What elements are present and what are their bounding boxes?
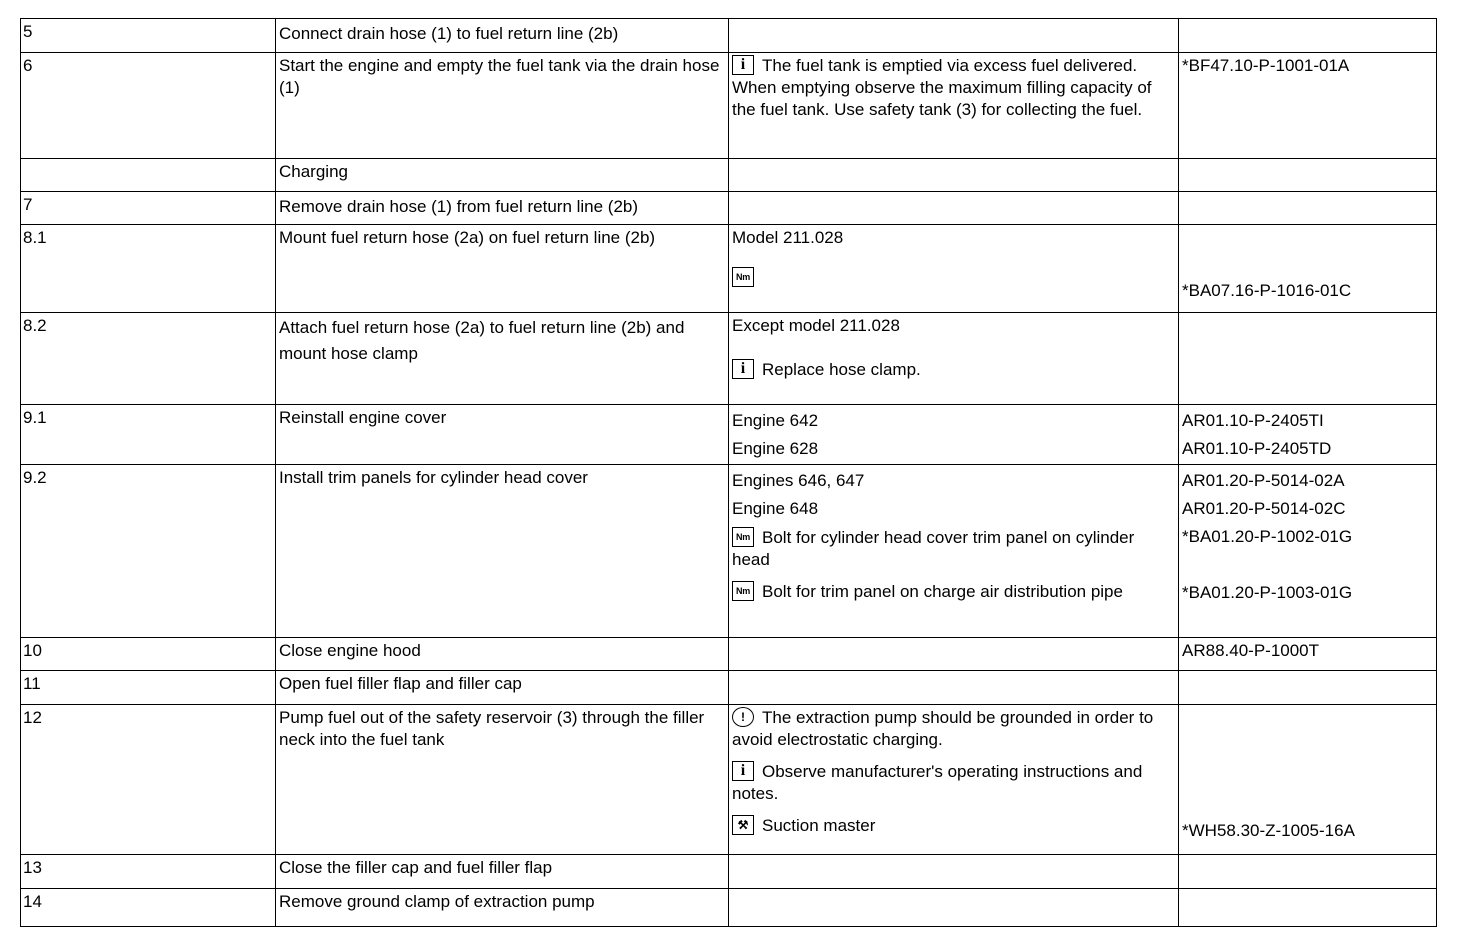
info-icon: i	[732, 761, 754, 781]
step-note	[729, 638, 1179, 671]
step-action: Close the filler cap and fuel filler flap	[276, 855, 729, 889]
step-ref	[1179, 465, 1437, 638]
note-text: Replace hose clamp.	[762, 360, 921, 379]
table-row	[21, 889, 1437, 927]
step-number: 9.1	[21, 405, 276, 465]
note-engine: Engines 646, 647	[732, 471, 865, 490]
step-number: 9.2	[21, 465, 276, 638]
step-number: 12	[21, 705, 276, 855]
step-action: Connect drain hose (1) to fuel return line (2b)	[276, 19, 729, 53]
step-ref: AR88.40-P-1000T	[1179, 638, 1437, 671]
step-ref	[1179, 671, 1437, 705]
note-model: Except model 211.028	[732, 316, 900, 335]
torque-nm-icon: Nm	[732, 527, 754, 547]
step-note	[729, 671, 1179, 705]
step-note	[729, 855, 1179, 889]
step-action: Remove ground clamp of extraction pump	[276, 889, 729, 927]
step-action	[276, 53, 729, 159]
note-text: Bolt for cylinder head cover trim panel on cylinder head	[732, 528, 1135, 569]
ref-code: *BA01.20-P-1002-01G	[1182, 527, 1353, 546]
note-text: The fuel tank is emptied via excess fuel delivered. When emptying observe the maximum filling capacity of the fuel tank. Use safety tank (3) for collecting the fuel.	[732, 56, 1152, 119]
note-engine: Engine 628	[732, 439, 819, 458]
table-row	[21, 671, 1437, 705]
step-number: 11	[21, 671, 276, 705]
step-note	[729, 405, 1179, 465]
table-row	[21, 313, 1437, 405]
step-note	[729, 53, 1179, 159]
table-row	[21, 638, 1437, 671]
step-ref: *BA07.16-P-1016-01C	[1179, 225, 1437, 313]
info-icon: i	[732, 55, 754, 75]
step-number: 7	[21, 192, 276, 225]
step-ref: *WH58.30-Z-1005-16A	[1179, 705, 1437, 855]
step-action: Close engine hood	[276, 638, 729, 671]
step-number: 8.1	[21, 225, 276, 313]
step-ref: *BF47.10-P-1001-01A	[1179, 53, 1437, 159]
torque-nm-icon: Nm	[732, 581, 754, 601]
ref-code: AR01.10-P-2405TD	[1182, 439, 1332, 458]
step-ref	[1179, 313, 1437, 405]
step-action-text: Pump fuel out of the safety reservoir (3) through the filler neck into the fuel tank	[279, 708, 705, 749]
step-ref	[1179, 19, 1437, 53]
step-action	[276, 313, 729, 405]
torque-nm-icon: Nm	[732, 267, 754, 287]
table-row	[21, 465, 1437, 638]
step-note	[729, 192, 1179, 225]
step-number: 8.2	[21, 313, 276, 405]
step-action: Install trim panels for cylinder head cover	[276, 465, 729, 638]
step-number	[21, 159, 276, 192]
info-icon: i	[732, 359, 754, 379]
ref-code: AR01.20-P-5014-02C	[1182, 499, 1346, 518]
note-text: Observe manufacturer's operating instructions and notes.	[732, 762, 1143, 803]
ref-code: AR01.10-P-2405TI	[1182, 411, 1324, 430]
step-ref	[1179, 159, 1437, 192]
table-row	[21, 53, 1437, 159]
table-row	[21, 192, 1437, 225]
table-row	[21, 405, 1437, 465]
step-number: 10	[21, 638, 276, 671]
step-number: 6	[21, 53, 276, 159]
step-note	[729, 225, 1179, 313]
note-text: Bolt for trim panel on charge air distribution pipe	[762, 582, 1123, 601]
step-number: 5	[21, 19, 276, 53]
step-action: Reinstall engine cover	[276, 405, 729, 465]
table-row	[21, 705, 1437, 855]
step-action-text: Attach fuel return hose (2a) to fuel return line (2b) and mount hose clamp	[279, 318, 685, 363]
table-row	[21, 225, 1437, 313]
step-note	[729, 159, 1179, 192]
step-number: 14	[21, 889, 276, 927]
step-ref	[1179, 855, 1437, 889]
step-note	[729, 313, 1179, 405]
step-ref	[1179, 889, 1437, 927]
table-row	[21, 855, 1437, 889]
note-engine: Engine 642	[732, 411, 819, 430]
step-note	[729, 19, 1179, 53]
step-ref	[1179, 405, 1437, 465]
table-row	[21, 19, 1437, 53]
step-action: Remove drain hose (1) from fuel return line (2b)	[276, 192, 729, 225]
table-row	[21, 159, 1437, 192]
step-action-text: Start the engine and empty the fuel tank via the drain hose (1)	[279, 56, 720, 97]
note-engine: Engine 648	[732, 499, 819, 518]
note-text: The extraction pump should be grounded in order to avoid electrostatic charging.	[732, 708, 1154, 749]
procedure-table	[20, 18, 1437, 927]
note-text: Suction master	[762, 816, 876, 835]
step-note	[729, 705, 1179, 855]
step-action	[276, 705, 729, 855]
step-note	[729, 465, 1179, 638]
step-action: Open fuel filler flap and filler cap	[276, 671, 729, 705]
step-action: Mount fuel return hose (2a) on fuel return line (2b)	[276, 225, 729, 313]
ref-code: *BA01.20-P-1003-01G	[1182, 583, 1353, 602]
step-ref	[1179, 192, 1437, 225]
special-tool-icon: ⚒	[732, 815, 754, 835]
note-model: Model 211.028	[732, 228, 844, 247]
ref-code: AR01.20-P-5014-02A	[1182, 471, 1345, 490]
step-number: 13	[21, 855, 276, 889]
section-heading: Charging	[276, 159, 729, 192]
step-note	[729, 889, 1179, 927]
warning-icon: !	[732, 707, 754, 727]
